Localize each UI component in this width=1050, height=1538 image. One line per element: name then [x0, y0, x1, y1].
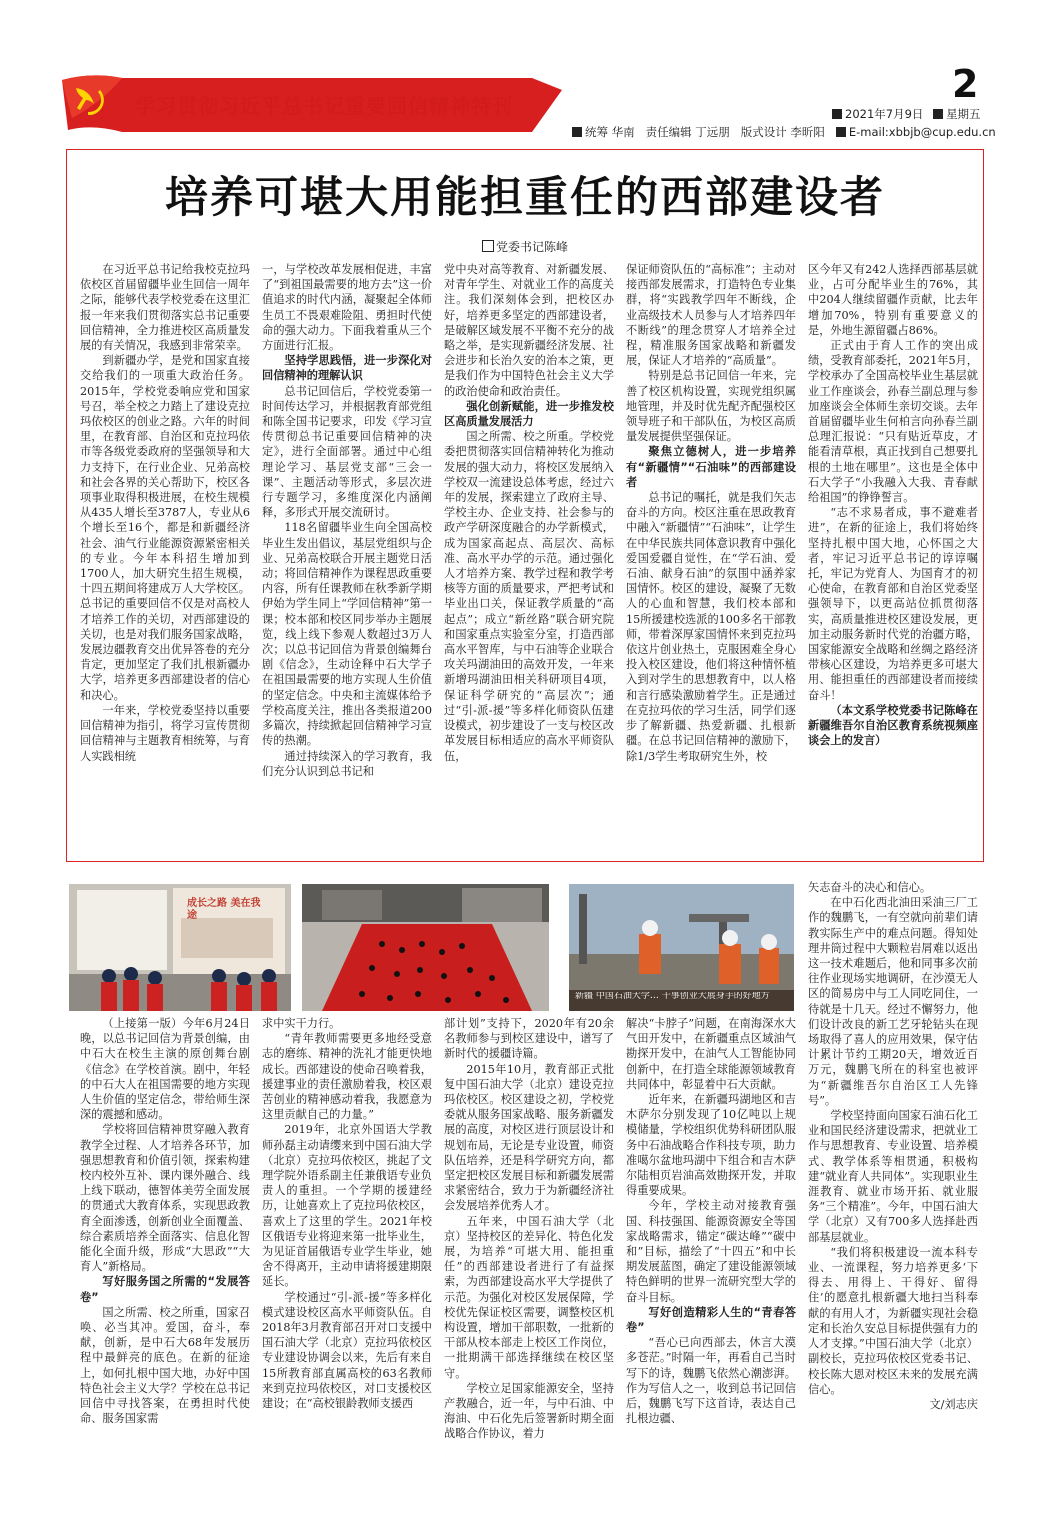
paragraph: 学校坚持面向国家石油石化工业和国民经济建设需求，把就业工作与思想教育、专业设置、培养模式、教学体系等相贯通，积极构建“就业育人共同体”。实现职业生涯教育、就业市场开拓、就业服务“三个精准”。今年，中国石油大学（北京）又有700多人选择赴西部基层就业。	[808, 1109, 978, 1244]
article-column-4	[626, 262, 796, 854]
issue-date: 2021年7月9日	[845, 107, 924, 121]
paragraph: 2019年，北京外国语大学教师孙磊主动请缨来到中国石油大学（北京）克拉玛依校区，挑起了文理学院外语系副主任兼俄语专业负责人的重担。一个学期的援建经历，让她喜欢上了克拉玛依校区，喜欢上了这里的学生。2021年校区俄语专业将迎来第一批毕业生，为见证首届俄语专业学生毕业，她舍不得离开，主动申请将援建期限延长。	[262, 1123, 432, 1289]
exhibition-sign-text: 成长之路 美在我途	[187, 898, 261, 921]
lower-column-3	[444, 1016, 614, 1454]
photo-campus-ceremony	[302, 884, 549, 1011]
lower-column-5	[808, 880, 978, 1454]
article-column-2	[262, 262, 432, 854]
article-column-1	[80, 262, 250, 854]
paragraph: 118名留疆毕业生向全国高校毕业生发出倡议，基层党组织与企业、兄弟高校联合开展主题党日活动；将回信精神作为课程思政重要内容，所有任课教师在秋季新学期伊始为学生同上“学回信精神”第一课；校本部和校区同步举办主题展览，线上线下参观人数超过3万人次；以总书记回信为背景创编舞台剧《信念》，生动诠释中石大学子在祖国最需要的地方实现人生价值的坚定信念。中央和主流媒体给予学校高度关注，推出各类报道200多篇次，持续掀起回信精神学习宣传的热潮。	[262, 521, 432, 748]
article-byline	[66, 238, 984, 255]
paragraph: （上接第一版）今年6月24日晚，以总书记回信为背景创编，由中石大在校生主演的原创舞台剧《信念》在学校首演。剧中，年轻的中石大人在祖国需要的地方实现人生价值的坚定信念，带给师生深深的震撼和感动。	[80, 1017, 250, 1122]
photo-overlay-text: 新疆 中国石油大学… 干事创业大展身手的好地方	[575, 992, 770, 1001]
paragraph: 总书记回信后，学校党委第一时间传达学习，并根据教育部党组和陈全国书记要求，印发《学习宣传贯彻总书记重要回信精神的决定》，进行全面部署。通过中心组理论学习、基层党支部“三会一课”、主题活动等形式，多层次进行专题学习，多维度深化内涵阐释，多形式开展交流研讨。	[262, 384, 432, 520]
contact-email: E-mail:xbbjb@cup.edu.cn	[848, 125, 996, 139]
lower-column-4	[626, 1016, 796, 1454]
paragraph: 五年来，中国石油大学（北京）坚持校区的差异化、特色化发展，为培养“可堪大用、能担重任”的西部建设者进行了有益探索，为西部建设高水平大学提供了示范。为强化对校区发展保障，学校优先保证校区需要，调整校区机构设置，增加干部职数，一批新的干部从校本部走上校区工作岗位，一批期满干部选择继续在校区坚守。	[444, 1214, 614, 1380]
paragraph: “吾心已向西部去，休言大漠多苍茫。”时隔一年，再看自己当时写下的诗，魏鹏飞依然心潮澎湃。作为写信人之一，收到总书记回信后，魏鹏飞写下这首诗，表达自己扎根边疆、	[626, 1336, 796, 1426]
article-column-5	[808, 262, 978, 854]
article-headline: 培养可堪大用能担重任的西部建设者	[165, 173, 885, 223]
paragraph: 近年来，在新疆玛湖地区和吉木萨尔分别发现了10亿吨以上规模储量，学校组织优势科研团队服务中石油战略合作科技专项，助力准噶尔盆地玛湖中下组合和吉木萨尔陆相页岩油高效勘探开发，并取得重要成果。	[626, 1093, 796, 1198]
subheading: 写好创造精彩人生的“青春答卷”	[626, 1305, 796, 1335]
subheading: 聚焦立德树人，进一步培养有“新疆情”“石油味”的西部建设者	[626, 445, 796, 489]
issue-weekday: 星期五	[946, 107, 981, 121]
paragraph: 矢志奋斗的决心和信心。	[808, 881, 932, 894]
editorial-credits	[572, 124, 996, 140]
author-signature: 文/刘志庆	[929, 1397, 978, 1411]
article-column-3	[444, 262, 614, 854]
paragraph: 一年来，学校党委坚持以重要回信精神为指引，将学习宣传贯彻回信精神与主题教育相统筹，与育人实践相统	[80, 703, 250, 763]
dateline	[832, 106, 981, 122]
paragraph: 党中央对高等教育、对新疆发展、对青年学生、对就业工作的高度关注。我们深刻体会到，把校区办好，培养更多坚定的西部建设者，是破解区域发展不平衡不充分的战略之举，是实现新疆经济发展、社会进步和长治久安的治本之策，更是我们作为中国特色社会主义大学的政治使命和政治责任。	[444, 263, 614, 398]
layout-designer: 版式设计 李昕阳	[740, 125, 825, 139]
photo-exhibition	[69, 884, 291, 1011]
paragraph: 求中实干力行。	[262, 1017, 341, 1030]
paragraph: 到新疆办学，是党和国家直接交给我们的一项重大政治任务。2015年，学校党委响应党和国家号召，举全校之力踏上了建设克拉玛依校区的创业之路。六年的时间里，在教育部、自治区和克拉玛依市等各级党委政府的坚强领导和大力支持下，在行业企业、兄弟高校和社会各界的关心帮助下，校区各项事业取得积极进展，在校生规模从435人增长至3787人，专业从6个增长至16个，都是和新疆经济社会、油气行业能源资源紧密相关的专业。今年本科招生增加到1700人，加大研究生招生规模，十四五期间将建成万人大学校区。总书记的重要回信不仅是对高校人才培养工作的关切，对西部建设的关切，也是对我们服务国家战略，发展边疆教育交出优异答卷的充分肯定，更加坚定了我们扎根新疆办大学，培养更多西部建设者的信心和决心。	[80, 354, 250, 702]
paragraph: 学校立足国家能源安全，坚持产教融合，近一年，与中石油、中海油、中石化先后签署新时期全面战略合作协议，着力	[444, 1381, 614, 1441]
paragraph: “志不求易者成，事不避难者进”，在新的征途上，我们将始终坚持扎根中国大地，心怀国之大者，牢记习近平总书记的谆谆嘱托，牢记为党育人、为国育才的初心使命，在教育部和自治区党委坚强领导下，以更高站位抓贯彻落实，高质量推进校区建设发展，更加主动服务新时代党的治疆方略，国家能源安全战略和丝绸之路经济带核心区建设，为培养更多可堪大用、能担重任的西部建设者而接续奋斗！	[808, 506, 978, 702]
responsible-editor: 责任编辑 丁远朋	[645, 125, 730, 139]
paragraph: 2015年10月，教育部正式批复中国石油大学（北京）建设克拉玛依校区。校区建设之初，学校党委就从服务国家战略、服务新疆发展的高度，对校区进行顶层设计和规划布局，无论是专业设置，师资队伍培养，还是科学研究方向，都坚定把校区发展目标和新疆发展需求紧密结合，致力于为新疆经济社会发展培养优秀人才。	[444, 1062, 614, 1213]
lower-column-2	[262, 1016, 432, 1454]
byline-box-icon	[482, 240, 494, 252]
paragraph: “我们将积极建设一流本科专业、一流课程，努力培养更多‘下得去、用得上、干得好、留得住’的愿意扎根新疆大地扫当科奉献的有用人才，为新疆实现社会稳定和长治久安总目标提供强有力的人才支撑。”中国石油大学（北京）副校长，克拉玛依校区党委书记、校长陈大恩对校区未来的发展充满信心。	[808, 1245, 978, 1396]
paragraph: 国之所需、校之所重，国家召唤、必当其冲。爱国，奋斗，奉献，创新，是中石大68年发展历程中最鲜亮的底色。在新的征途上，如何扎根中国大地，办好中国特色社会主义大学？学校在总书记回信中寻找答案，在勇担时代使命、服务国家需	[80, 1305, 250, 1426]
coordinator: 统筹 华南	[585, 125, 635, 139]
paragraph: 特别是总书记回信一年来，完善了校区机构设置，实现党组织属地管理，并及时优先配齐配强校区领导班子和干部队伍，为校区高质量发展提供坚强保证。	[626, 369, 796, 444]
subheading: 坚持学思践悟，进一步深化对回信精神的理解认识	[262, 354, 432, 383]
section-kicker: 学习贯彻习近平总书记重要回信精神特刊	[135, 94, 513, 118]
paragraph: 今年，学校主动对接教育强国、科技强国、能源资源安全等国家战略需求，锚定“碳达峰”“碳中和”目标，描绘了“十四五”和中长期发展蓝图，确定了建设能源领域特色鲜明的世界一流研究型大学的奋斗目标。	[626, 1199, 796, 1304]
paragraph: 在中石化西北油田采油三厂工作的魏鹏飞，一有空就向前辈们请教实际生产中的难点问题。得知处理井筒过程中大颗粒岩屑难以返出这一技术难题后，他和同事多次前往作业现场实地调研，在沙漠无人区的简易房中与工人同吃同住，一待就是十几天。经过不懈努力，他们设计改良的新工艺牙轮钻头在现场取得了喜人的应用效果，保守估计累计节约工期20天，增效近百万元，魏鹏飞所在的科室也被评为“新疆维吾尔自治区工人先锋号”。	[808, 896, 978, 1107]
paragraph: 正式由于育人工作的突出成绩，受教育部委托，2021年5月，学校承办了全国高校毕业生基层就业工作座谈会，孙春兰副总理与参加座谈会全体师生亲切交谈。去年首届留疆毕业生何柏言向孙春兰副总理汇报说：“只有贴近草皮，才能看清草根，真正找到自己想要扎根的土地在哪里”。这也是全体中石大学子“小我融入大我、青春献给祖国”的铮铮誓言。	[808, 339, 978, 505]
paragraph: 在习近平总书记给我校克拉玛依校区首届留疆毕业生回信一周年之际，能够代表学校党委在这里汇报一年来我们贯彻落实总书记重要回信精神，全力推进校区高质量发展的有关情况，我感到非常荣幸。	[80, 263, 250, 353]
paragraph: 学校通过“引-派-援”等多样化模式建设校区高水平师资队伍。自2018年3月教育部召开对口支援中国石油大学（北京）克拉玛依校区专业建设协调会以来，先后有来自15所教育部直属高校的63名教师来到克拉玛依校区，对口支援校区建设；在“高校银龄教师支援西	[262, 1290, 432, 1411]
paragraph: 保证师资队伍的“高标准”；主动对接西部发展需求，打造特色专业集群，将“实践教学四年不断线，企业高级技术人员参与人才培养四年不断线”的理念贯穿人才培养全过程，精准服务国家战略和新疆发展，保证人才培养的“高质量”。	[626, 263, 796, 368]
paragraph: 一，与学校改革发展相促进，丰富了“到祖国最需要的地方去”这一价值追求的时代内涵，凝聚起全体师生员工不畏艰难险阻、勇担时代使命的强大动力。下面我着重从三个方面进行汇报。	[262, 263, 432, 353]
photo-oilfield-workers	[569, 884, 794, 1011]
paragraph: 总书记的嘱托，就是我们矢志奋斗的方向。校区注重在思政教育中融入“新疆情”“石油味”，让学生在中华民族共同体意识教育中强化爱国爱疆自觉性，在“学石油、爱石油、献身石油”的氛围中涵养家国情怀。校区的建设，凝聚了无数人的心血和智慧，我们校本部和15所援建校选派的100多名干部教师，带着深厚家国情怀来到克拉玛依这片创业热土，克服困难全身心投入校区建设，他们将这种情怀植入到对学生的思想教育中，以人格和言行感染激励着学生。正是通过在克拉玛依的学习生活，同学们逐步了解新疆、热爱新疆、扎根新疆。在总书记回信精神的激励下，除1/3学生考取研究生外，校	[626, 491, 796, 763]
byline-text: 党委书记陈峰	[495, 240, 568, 254]
paragraph: “青年教师需要更多地经受意志的磨练、精神的洗礼才能更快地成长。西部建设的使命召唤着我，援建事业的责任激励着我，校区艰苦创业的精神感动着我，我愿意为这里贡献自己的力量。”	[262, 1032, 432, 1122]
subheading: 写好服务国之所需的“发展答卷”	[80, 1275, 250, 1304]
page-number: 2	[952, 62, 979, 106]
paragraph: 区今年又有242人选择西部基层就业，占可分配毕业生的76%，其中204人继续留疆作贡献，比去年增加70%，特别有重要意义的是，外地生源留疆占86%。	[808, 263, 978, 337]
paragraph: 通过持续深入的学习教育，我们充分认识到总书记和	[262, 749, 432, 778]
paragraph: 国之所需、校之所重。学校党委把贯彻落实回信精神转化为推动发展的强大动力，将校区发展纳入学校双一流建设总体考虑，经过六年的发展，探索建立了政府主导、学校主办、企业支持、社会参与的政产学研深度融合的办学新模式，成为国家高起点、高层次、高标准、高水平办学的示范。通过强化人才培养方案、教学过程和教学考核等方面的质量要求，严把考试和毕业出口关，保证教学质量的“高起点”；成立“新丝路”联合研究院和国家重点实验室分室，打造西部高水平智库，与中石油等企业联合攻关玛湖油田的高效开发，一年来新增玛湖油田相关科研项目4项，保证科学研究的“高层次”；通过“引-派-援”等多样化师资队伍建设模式，初步建设了一支与校区改革发展目标相适应的高水平师资队伍，	[444, 430, 614, 763]
author-note: （本文系学校党委书记陈峰在新疆维吾尔自治区教育系统视频座谈会上的发言）	[808, 703, 978, 748]
paragraph: 学校将回信精神贯穿融入教育教学全过程、人才培养各环节，加强思想教育和价值引领，探索构建校内校外互补、课内课外融合、线上线下联动，德智体美劳全面发展的贯通式大教育体系，实现思政教育全面渗透，创新创业全面覆盖、综合素质培养全面落实、信息化智能化全面升级，形成“大思政”“大育人”新格局。	[80, 1123, 250, 1274]
paragraph: 部计划”支持下，2020年有20余名教师参与到校区建设中，谱写了新时代的援疆诗篇。	[444, 1017, 614, 1061]
paragraph: 解决“卡脖子”问题，在南海深水大气田开发中，在新疆重点区域油气勘探开发中，在油气人工智能协同创新中，在打造全球能源领域教育共同体中，彰显着中石大贡献。	[626, 1017, 796, 1091]
lower-column-1	[80, 1016, 250, 1454]
subheading: 强化创新赋能，进一步推发校区高质量发展活力	[444, 399, 614, 429]
